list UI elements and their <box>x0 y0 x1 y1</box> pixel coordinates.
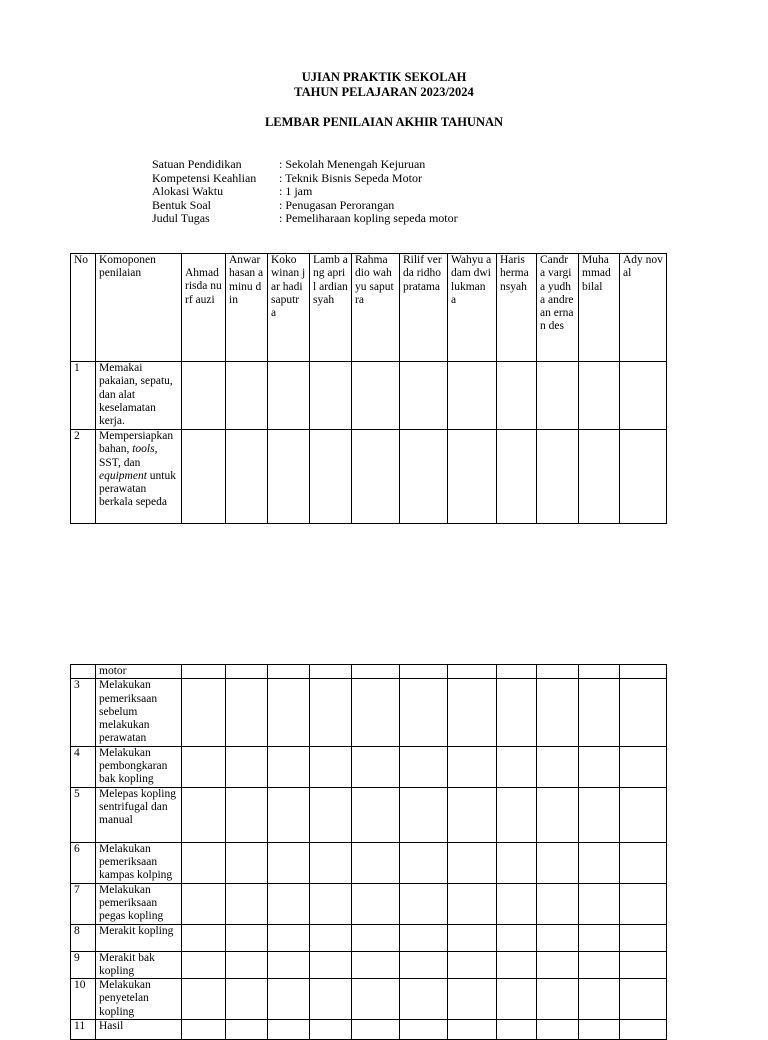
score-cell[interactable] <box>620 883 667 924</box>
component-text-italic: equipment <box>99 469 147 482</box>
score-cell[interactable] <box>182 679 226 746</box>
student-header: Rilif verda ridho pratama <box>400 254 448 362</box>
score-cell[interactable] <box>226 430 268 524</box>
score-cell[interactable] <box>620 679 667 746</box>
score-cell[interactable] <box>579 746 620 787</box>
score-cell[interactable] <box>579 924 620 951</box>
score-cell[interactable] <box>497 362 537 430</box>
score-cell[interactable] <box>226 924 268 951</box>
info-block <box>152 158 458 226</box>
score-cell[interactable] <box>400 430 448 524</box>
score-cell[interactable] <box>226 1020 268 1040</box>
score-cell[interactable] <box>226 679 268 746</box>
student-header <box>182 254 226 362</box>
score-cell[interactable] <box>182 951 226 979</box>
score-cell[interactable] <box>268 362 310 430</box>
row-component <box>96 430 182 524</box>
row-no: 6 <box>71 842 96 883</box>
row-no: 8 <box>71 924 96 951</box>
score-cell[interactable] <box>448 362 497 430</box>
score-cell[interactable] <box>448 979 497 1020</box>
info-label: Alokasi Waktu <box>152 184 224 198</box>
score-cell[interactable] <box>310 787 352 842</box>
score-cell[interactable] <box>497 924 537 951</box>
score-cell[interactable] <box>352 679 400 746</box>
score-cell[interactable] <box>268 679 310 746</box>
table-row <box>71 924 667 951</box>
score-cell[interactable] <box>620 665 667 679</box>
score-cell[interactable] <box>310 746 352 787</box>
score-cell[interactable] <box>579 787 620 842</box>
table-row <box>71 951 667 979</box>
score-cell[interactable] <box>579 430 620 524</box>
component-text-italic: tools <box>132 443 155 456</box>
score-cell[interactable] <box>310 665 352 679</box>
score-cell[interactable] <box>226 951 268 979</box>
row-no: 10 <box>71 979 96 1020</box>
score-cell[interactable] <box>400 883 448 924</box>
row-component: Merakit bak kopling <box>96 951 182 979</box>
score-cell[interactable] <box>352 746 400 787</box>
student-header: Wahyu adam dwi lukman a <box>448 254 497 362</box>
score-cell[interactable] <box>182 665 226 679</box>
table-row <box>71 746 667 787</box>
score-cell[interactable] <box>182 842 226 883</box>
score-cell[interactable] <box>448 883 497 924</box>
row-no: 11 <box>71 1020 96 1040</box>
score-cell[interactable] <box>537 979 579 1020</box>
score-cell[interactable] <box>620 362 667 430</box>
student-header: Koko winan jar hadi saputr a <box>268 254 310 362</box>
student-header: Muha mmad bilal <box>579 254 620 362</box>
score-cell[interactable] <box>352 787 400 842</box>
score-cell[interactable] <box>620 842 667 883</box>
row-no: 7 <box>71 883 96 924</box>
score-cell[interactable] <box>537 1020 579 1040</box>
score-cell[interactable] <box>310 679 352 746</box>
score-cell[interactable] <box>537 362 579 430</box>
component-text: Mempersiapkan bahan, <box>99 430 174 456</box>
row-component: Melakukan pemeriksaan kampas kolping <box>96 842 182 883</box>
assessment-table-page1 <box>70 253 667 524</box>
score-cell[interactable] <box>226 842 268 883</box>
table-row <box>71 430 667 524</box>
score-cell[interactable] <box>497 1020 537 1040</box>
score-cell[interactable] <box>448 679 497 746</box>
score-cell[interactable] <box>537 746 579 787</box>
score-cell[interactable] <box>268 979 310 1020</box>
score-cell[interactable] <box>310 430 352 524</box>
score-cell[interactable] <box>497 679 537 746</box>
student-header: Ady noval <box>620 254 667 362</box>
score-cell[interactable] <box>226 362 268 430</box>
row-component: Hasil <box>96 1020 182 1040</box>
info-label: Kompetensi Keahlian <box>152 170 257 185</box>
score-cell[interactable] <box>537 679 579 746</box>
score-cell[interactable] <box>497 746 537 787</box>
score-cell[interactable] <box>310 951 352 979</box>
row-component: Melakukan pembongkaran bak kopling <box>96 746 182 787</box>
score-cell[interactable] <box>579 842 620 883</box>
score-cell[interactable] <box>497 979 537 1020</box>
student-header: Haris herma nsyah <box>497 254 537 362</box>
score-cell[interactable] <box>352 665 400 679</box>
score-cell[interactable] <box>182 362 226 430</box>
component-text: untuk perawatan berkala sepeda <box>99 469 176 509</box>
col-no-header: No <box>71 254 96 362</box>
score-cell[interactable] <box>448 924 497 951</box>
score-cell[interactable] <box>537 951 579 979</box>
score-cell[interactable] <box>226 883 268 924</box>
student-header: Lamb ang april ardian syah <box>310 254 352 362</box>
exam-title: UJIAN PRAKTIK SEKOLAH <box>301 70 467 84</box>
score-cell[interactable] <box>268 787 310 842</box>
row-no: 9 <box>71 951 96 979</box>
score-cell[interactable] <box>497 842 537 883</box>
score-cell[interactable] <box>537 883 579 924</box>
score-cell[interactable] <box>352 362 400 430</box>
score-cell[interactable] <box>268 924 310 951</box>
table-row <box>71 787 667 842</box>
score-cell[interactable] <box>352 951 400 979</box>
score-cell[interactable] <box>620 924 667 951</box>
score-cell[interactable] <box>268 951 310 979</box>
score-cell[interactable] <box>537 842 579 883</box>
table-row <box>71 979 667 1020</box>
score-cell[interactable] <box>352 430 400 524</box>
score-cell[interactable] <box>448 842 497 883</box>
table-row <box>71 883 667 924</box>
score-cell[interactable] <box>448 430 497 524</box>
score-cell[interactable] <box>400 787 448 842</box>
score-cell[interactable] <box>182 746 226 787</box>
table-row <box>71 1020 667 1040</box>
score-cell[interactable] <box>579 883 620 924</box>
score-cell[interactable] <box>400 951 448 979</box>
score-cell[interactable] <box>400 924 448 951</box>
score-cell[interactable] <box>620 979 667 1020</box>
score-cell[interactable] <box>400 979 448 1020</box>
score-cell[interactable] <box>448 951 497 979</box>
score-cell[interactable] <box>620 430 667 524</box>
score-cell[interactable] <box>400 679 448 746</box>
row-no: 3 <box>71 679 96 746</box>
score-cell[interactable] <box>579 951 620 979</box>
score-cell[interactable] <box>310 362 352 430</box>
info-value: : Teknik Bisnis Sepeda Motor <box>279 170 422 185</box>
score-cell[interactable] <box>268 1020 310 1040</box>
score-cell[interactable] <box>268 430 310 524</box>
score-cell[interactable] <box>400 746 448 787</box>
info-label: Bentuk Soal <box>152 197 211 212</box>
score-cell[interactable] <box>352 1020 400 1040</box>
score-cell[interactable] <box>497 951 537 979</box>
score-cell[interactable] <box>310 1020 352 1040</box>
info-value: : Sekolah Menengah Kejuruan <box>279 157 426 171</box>
score-cell[interactable] <box>310 883 352 924</box>
row-component: motor <box>96 665 182 679</box>
score-cell[interactable] <box>226 746 268 787</box>
info-label: Satuan Pendidikan <box>152 157 242 171</box>
student-header: Anwar hasan aminu din <box>226 254 268 362</box>
info-label: Judul Tugas <box>152 211 210 225</box>
score-cell[interactable] <box>400 362 448 430</box>
student-header: Candr a vargia yudha andre an ernan des <box>537 254 579 362</box>
academic-year: TAHUN PELAJARAN 2023/2024 <box>294 85 474 99</box>
score-cell[interactable] <box>620 746 667 787</box>
score-cell[interactable] <box>226 979 268 1020</box>
table-row <box>71 679 667 746</box>
score-cell[interactable] <box>448 787 497 842</box>
info-value: : Pemeliharaan kopling sepeda motor <box>279 211 458 225</box>
score-cell[interactable] <box>268 746 310 787</box>
col-component-header: Komoponen penilaian <box>96 254 182 362</box>
score-cell[interactable] <box>497 665 537 679</box>
score-cell[interactable] <box>448 1020 497 1040</box>
score-cell[interactable] <box>226 787 268 842</box>
component-text: , SST, dan <box>99 443 158 469</box>
row-component: Melepas kopling sentrifugal dan manual <box>96 787 182 842</box>
student-name: Ahmad risda nurf auzi <box>185 267 222 306</box>
score-cell[interactable] <box>182 787 226 842</box>
row-no: 2 <box>71 430 96 524</box>
student-header: Rahma dio wahyu saputra <box>352 254 400 362</box>
score-cell[interactable] <box>579 1020 620 1040</box>
score-cell[interactable] <box>579 979 620 1020</box>
score-cell[interactable] <box>352 842 400 883</box>
score-cell[interactable] <box>182 979 226 1020</box>
score-cell[interactable] <box>268 842 310 883</box>
sheet-title: LEMBAR PENILAIAN AKHIR TAHUNAN <box>264 115 504 129</box>
assessment-table-page2 <box>70 664 667 1040</box>
score-cell[interactable] <box>620 1020 667 1040</box>
score-cell[interactable] <box>310 979 352 1020</box>
table-row <box>71 362 667 430</box>
score-cell[interactable] <box>226 665 268 679</box>
score-cell[interactable] <box>620 787 667 842</box>
row-no: 1 <box>71 362 96 430</box>
row-component: Melakukan pemeriksaan pegas kopling <box>96 883 182 924</box>
score-cell[interactable] <box>497 787 537 842</box>
score-cell[interactable] <box>497 883 537 924</box>
score-cell[interactable] <box>268 883 310 924</box>
score-cell[interactable] <box>182 430 226 524</box>
table-row <box>71 665 667 679</box>
row-no: 5 <box>71 787 96 842</box>
score-cell[interactable] <box>352 883 400 924</box>
score-cell[interactable] <box>352 924 400 951</box>
score-cell[interactable] <box>400 665 448 679</box>
table-row <box>71 842 667 883</box>
score-cell[interactable] <box>537 665 579 679</box>
score-cell[interactable] <box>579 679 620 746</box>
score-cell[interactable] <box>310 842 352 883</box>
row-no <box>71 665 96 679</box>
row-component: Melakukan pemeriksaan sebelum melakukan perawatan <box>96 679 182 746</box>
score-cell[interactable] <box>537 924 579 951</box>
row-component: Memakai pakaian, sepatu, dan alat keselamatan kerja. <box>96 362 182 430</box>
score-cell[interactable] <box>268 665 310 679</box>
score-cell[interactable] <box>448 746 497 787</box>
score-cell[interactable] <box>497 430 537 524</box>
info-value: : Penugasan Perorangan <box>279 197 395 212</box>
score-cell[interactable] <box>448 665 497 679</box>
header-row <box>71 254 667 362</box>
info-value: : 1 jam <box>279 184 313 198</box>
score-cell[interactable] <box>182 1020 226 1040</box>
score-cell[interactable] <box>182 924 226 951</box>
row-component: Melakukan penyetelan kopling <box>96 979 182 1020</box>
score-cell[interactable] <box>352 979 400 1020</box>
score-cell[interactable] <box>579 665 620 679</box>
score-cell[interactable] <box>310 924 352 951</box>
score-cell[interactable] <box>579 362 620 430</box>
row-component: Merakit kopling <box>96 924 182 951</box>
score-cell[interactable] <box>400 1020 448 1040</box>
score-cell[interactable] <box>537 787 579 842</box>
score-cell[interactable] <box>537 430 579 524</box>
row-no: 4 <box>71 746 96 787</box>
score-cell[interactable] <box>400 842 448 883</box>
score-cell[interactable] <box>620 951 667 979</box>
score-cell[interactable] <box>182 883 226 924</box>
